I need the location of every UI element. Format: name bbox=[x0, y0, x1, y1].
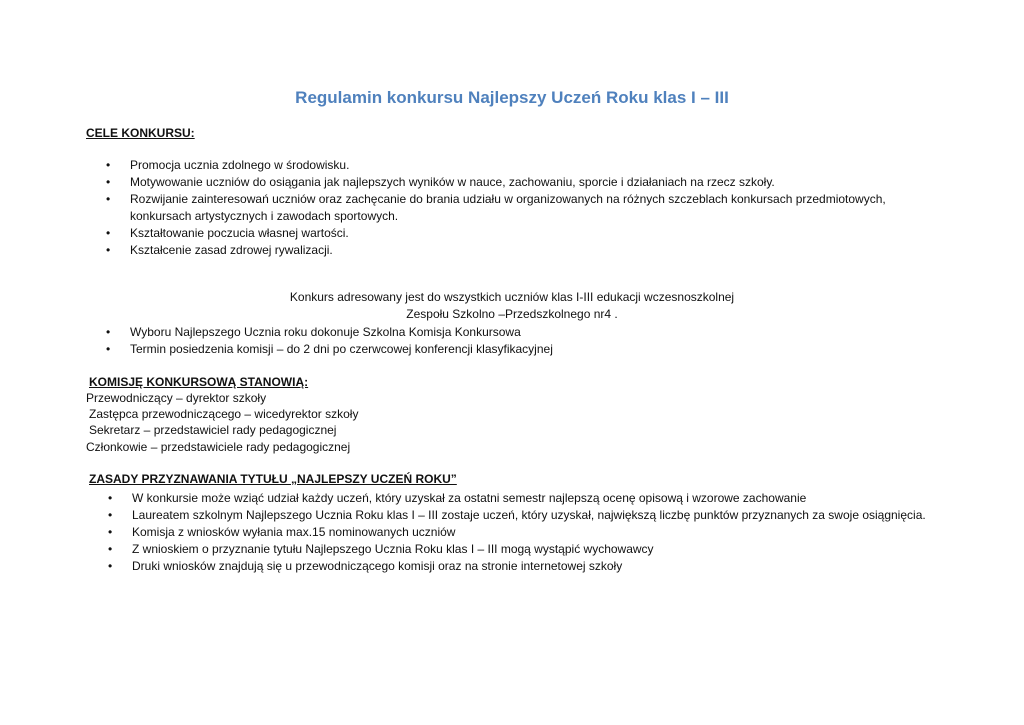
committee-member: Członkowie – przedstawiciele rady pedagogicznej bbox=[86, 440, 351, 454]
list-item: • Rozwijanie zainteresowań uczniów oraz zachęcanie do brania udziału w organizowanych na różnych szczeblach konkursach przedmiotowych, bbox=[106, 192, 886, 206]
bullet-icon: • bbox=[106, 226, 111, 240]
list-item: • Komisja z wniosków wyłania max.15 nominowanych uczniów bbox=[108, 525, 456, 539]
rules-list bbox=[108, 490, 926, 575]
bullet-icon: • bbox=[106, 243, 111, 257]
list-item: • Kształtowanie poczucia własnej wartości. bbox=[106, 226, 349, 240]
list-item: • Termin posiedzenia komisji – do 2 dni po czerwcowej konferencji klasyfikacyjnej bbox=[106, 342, 553, 356]
list-item: • Wyboru Najlepszego Ucznia roku dokonuje Szkolna Komisja Konkursowa bbox=[106, 325, 521, 339]
list-item: • Motywowanie uczniów do osiągania jak najlepszych wyników w nauce, zachowaniu, sporcie i działaniach na rzecz szkoły. bbox=[106, 175, 775, 189]
bullet-icon: • bbox=[106, 175, 111, 189]
committee-heading: KOMISJĘ KONKURSOWĄ STANOWIĄ: bbox=[89, 375, 309, 389]
bullet-icon: • bbox=[108, 559, 113, 573]
rules-heading: ZASADY PRZYZNAWANIA TYTUŁU „NAJLEPSZY UCZEŃ ROKU” bbox=[89, 472, 457, 486]
document-title: Regulamin konkursu Najlepszy Uczeń Roku klas I – III bbox=[295, 88, 729, 107]
bullet-icon: • bbox=[108, 542, 113, 556]
list-item-continuation: konkursach artystycznych i zawodach sportowych. bbox=[130, 209, 399, 223]
addressed-line-1: Konkurs adresowany jest do wszystkich uczniów klas I-III edukacji wczesnoszkolnej bbox=[289, 290, 735, 304]
list-item: • Druki wniosków znajdują się u przewodniczącego komisji oraz na stronie internetowej szkoły bbox=[108, 559, 623, 573]
committee-member: Zastępca przewodniczącego – wicedyrektor szkoły bbox=[89, 407, 359, 421]
bullet-icon: • bbox=[106, 158, 111, 172]
goals-list bbox=[106, 157, 886, 259]
list-item: • W konkursie może wziąć udział każdy uczeń, który uzyskał za ostatni semestr najlepszą ocenę opisową i wzorowe zachowanie bbox=[108, 491, 807, 505]
bullet-icon: • bbox=[106, 192, 111, 206]
addressed-line-2: Zespołu Szkolno –Przedszkolnego nr4 . bbox=[406, 307, 618, 321]
bullet-icon: • bbox=[108, 525, 113, 539]
bullet-icon: • bbox=[106, 342, 111, 356]
list-item: • Kształcenie zasad zdrowej rywalizacji. bbox=[106, 243, 333, 257]
list-item: • Z wnioskiem o przyznanie tytułu Najlepszego Ucznia Roku klas I – III mogą wystąpić wychowawcy bbox=[108, 542, 654, 556]
committee-member: Przewodniczący – dyrektor szkoły bbox=[86, 391, 267, 405]
addressed-list bbox=[106, 324, 553, 358]
bullet-icon: • bbox=[108, 508, 113, 522]
list-item: • Laureatem szkolnym Najlepszego Ucznia Roku klas I – III zostaje uczeń, który uzyskał, największą liczbę punktów przyznanych za swoje osiągnięcia. bbox=[108, 508, 926, 522]
list-item: • Promocja ucznia zdolnego w środowisku. bbox=[106, 158, 350, 172]
committee-member: Sekretarz – przedstawiciel rady pedagogicznej bbox=[89, 423, 337, 437]
bullet-icon: • bbox=[106, 325, 111, 339]
goals-heading: CELE KONKURSU: bbox=[86, 126, 195, 140]
bullet-icon: • bbox=[108, 491, 113, 505]
